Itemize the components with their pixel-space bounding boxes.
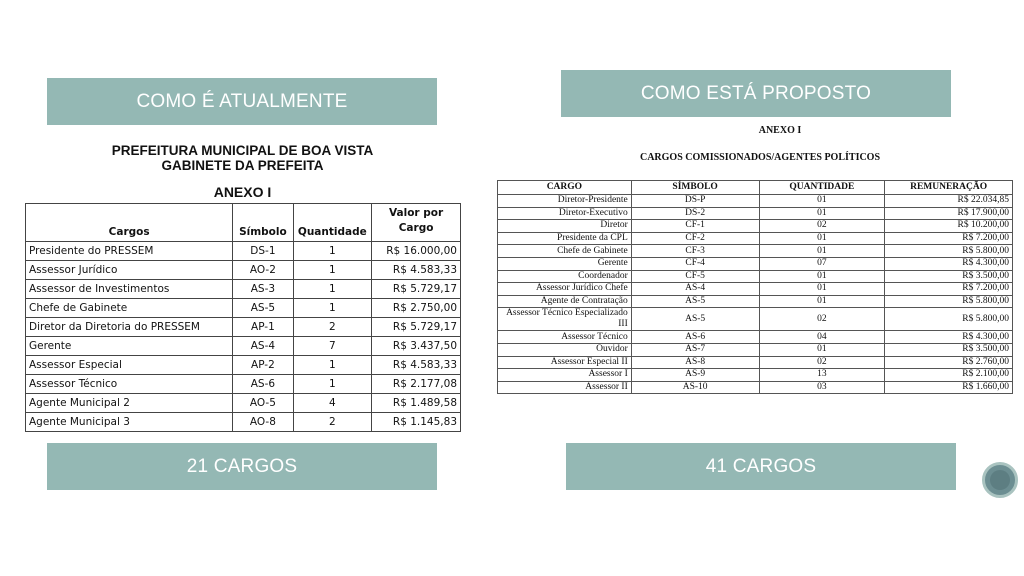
table-cell: Assessor Jurídico bbox=[26, 261, 233, 280]
table-row bbox=[498, 356, 1013, 369]
table-cell: 2 bbox=[293, 318, 372, 337]
table-row bbox=[26, 337, 461, 356]
slide-nav-circle-button[interactable] bbox=[982, 462, 1018, 498]
column-header: SÍMBOLO bbox=[631, 181, 759, 195]
table-cell: AS-4 bbox=[233, 337, 293, 356]
table-cell: CF-4 bbox=[631, 257, 759, 270]
table-row bbox=[26, 413, 461, 432]
table-cell: 01 bbox=[759, 283, 885, 296]
table-cell: CF-3 bbox=[631, 245, 759, 258]
table-cell: 01 bbox=[759, 207, 885, 220]
table-row bbox=[498, 195, 1013, 208]
table-row bbox=[26, 299, 461, 318]
table-cell: R$ 4.300,00 bbox=[885, 257, 1013, 270]
table-row bbox=[498, 331, 1013, 344]
table-cell: 02 bbox=[759, 220, 885, 233]
table-cell: 4 bbox=[293, 394, 372, 413]
proposed-positions-table bbox=[497, 180, 1013, 394]
table-cell: 03 bbox=[759, 381, 885, 394]
table-cell: Diretor bbox=[498, 220, 632, 233]
table-cell: 01 bbox=[759, 232, 885, 245]
table-cell: R$ 7.200,00 bbox=[885, 283, 1013, 296]
table-cell: AP-1 bbox=[233, 318, 293, 337]
table-cell: Diretor da Diretoria do PRESSEM bbox=[26, 318, 233, 337]
table-cell: AS-5 bbox=[631, 308, 759, 331]
table-row bbox=[498, 270, 1013, 283]
right-total-banner bbox=[566, 443, 956, 490]
table-cell: AS-10 bbox=[631, 381, 759, 394]
table-cell: 01 bbox=[759, 295, 885, 308]
table-cell: 1 bbox=[293, 375, 372, 394]
right-banner-label: COMO ESTÁ PROPOSTO bbox=[640, 82, 872, 104]
table-cell: R$ 2.100,00 bbox=[885, 369, 1013, 382]
table-row bbox=[26, 356, 461, 375]
table-cell: 07 bbox=[759, 257, 885, 270]
table-cell: R$ 10.200,00 bbox=[885, 220, 1013, 233]
table-cell: Presidente da CPL bbox=[498, 232, 632, 245]
right-total-label: 41 CARGOS bbox=[705, 455, 817, 477]
table-row bbox=[498, 245, 1013, 258]
left-annex-title: ANEXO I bbox=[213, 184, 272, 200]
table-row bbox=[498, 283, 1013, 296]
table-cell: Diretor-Executivo bbox=[498, 207, 632, 220]
column-header: Valor por Cargo bbox=[372, 204, 461, 242]
table-header-row bbox=[26, 204, 461, 242]
table-cell: Gerente bbox=[26, 337, 233, 356]
table-cell: R$ 5.729,17 bbox=[372, 280, 461, 299]
table-cell: R$ 4.583,33 bbox=[372, 356, 461, 375]
table-row bbox=[26, 261, 461, 280]
table-cell: DS-2 bbox=[631, 207, 759, 220]
table-cell: 1 bbox=[293, 280, 372, 299]
column-header: CARGO bbox=[498, 181, 632, 195]
table-cell: R$ 4.583,33 bbox=[372, 261, 461, 280]
table-cell: 1 bbox=[293, 299, 372, 318]
table-row bbox=[26, 242, 461, 261]
table-cell: Ouvidor bbox=[498, 343, 632, 356]
table-cell: Assessor Jurídico Chefe bbox=[498, 283, 632, 296]
table-cell: R$ 17.900,00 bbox=[885, 207, 1013, 220]
table-cell: R$ 1.489,58 bbox=[372, 394, 461, 413]
table-cell: Assessor Especial II bbox=[498, 356, 632, 369]
column-header: QUANTIDADE bbox=[759, 181, 885, 195]
left-banner-label: COMO É ATUALMENTE bbox=[136, 90, 348, 112]
table-row bbox=[498, 257, 1013, 270]
table-row bbox=[498, 308, 1013, 331]
table-cell: 01 bbox=[759, 270, 885, 283]
table-cell: Presidente do PRESSEM bbox=[26, 242, 233, 261]
table-cell: Agente de Contratação bbox=[498, 295, 632, 308]
table-cell: DS-1 bbox=[233, 242, 293, 261]
table-cell: 04 bbox=[759, 331, 885, 344]
table-cell: R$ 16.000,00 bbox=[372, 242, 461, 261]
left-title-banner bbox=[47, 78, 437, 125]
table-cell: 1 bbox=[293, 242, 372, 261]
left-header-line2: GABINETE DA PREFEITA bbox=[161, 158, 324, 173]
left-total-label: 21 CARGOS bbox=[186, 455, 298, 477]
table-cell: Chefe de Gabinete bbox=[26, 299, 233, 318]
column-header: REMUNERAÇÃO bbox=[885, 181, 1013, 195]
table-cell: R$ 3.437,50 bbox=[372, 337, 461, 356]
table-cell: R$ 2.177,08 bbox=[372, 375, 461, 394]
table-cell: 02 bbox=[759, 356, 885, 369]
table-cell: 1 bbox=[293, 356, 372, 375]
table-cell: Agente Municipal 2 bbox=[26, 394, 233, 413]
table-row bbox=[26, 394, 461, 413]
table-cell: 01 bbox=[759, 195, 885, 208]
table-cell: AS-8 bbox=[631, 356, 759, 369]
table-cell: Assessor Técnico bbox=[498, 331, 632, 344]
table-cell: Assessor I bbox=[498, 369, 632, 382]
table-cell: Assessor Técnico Especializado III bbox=[498, 308, 632, 331]
table-cell: Agente Municipal 3 bbox=[26, 413, 233, 432]
table-cell: AO-8 bbox=[233, 413, 293, 432]
table-row bbox=[26, 280, 461, 299]
table-cell: AP-2 bbox=[233, 356, 293, 375]
table-row bbox=[498, 369, 1013, 382]
column-header: Símbolo bbox=[233, 204, 293, 242]
right-subtitle: CARGOS COMISSIONADOS/AGENTES POLÍTICOS bbox=[639, 152, 881, 163]
table-cell: 13 bbox=[759, 369, 885, 382]
table-cell: R$ 2.760,00 bbox=[885, 356, 1013, 369]
table-cell: R$ 7.200,00 bbox=[885, 232, 1013, 245]
table-cell: R$ 4.300,00 bbox=[885, 331, 1013, 344]
table-row bbox=[26, 375, 461, 394]
table-row bbox=[498, 207, 1013, 220]
table-cell: Assessor de Investimentos bbox=[26, 280, 233, 299]
table-cell: AS-4 bbox=[631, 283, 759, 296]
table-cell: AS-6 bbox=[631, 331, 759, 344]
table-cell: Assessor II bbox=[498, 381, 632, 394]
table-cell: R$ 5.729,17 bbox=[372, 318, 461, 337]
column-header: Cargos bbox=[26, 204, 233, 242]
table-cell: AS-5 bbox=[631, 295, 759, 308]
table-cell: AS-7 bbox=[631, 343, 759, 356]
table-cell: Gerente bbox=[498, 257, 632, 270]
left-total-banner bbox=[47, 443, 437, 490]
right-annex-title: ANEXO I bbox=[758, 125, 802, 136]
table-cell: AS-3 bbox=[233, 280, 293, 299]
current-positions-table bbox=[25, 203, 461, 432]
table-cell: R$ 2.750,00 bbox=[372, 299, 461, 318]
table-cell: AO-5 bbox=[233, 394, 293, 413]
table-cell: R$ 1.145,83 bbox=[372, 413, 461, 432]
table-cell: 7 bbox=[293, 337, 372, 356]
table-cell: 02 bbox=[759, 308, 885, 331]
table-row bbox=[26, 318, 461, 337]
table-cell: AS-6 bbox=[233, 375, 293, 394]
table-cell: R$ 5.800,00 bbox=[885, 245, 1013, 258]
table-cell: 01 bbox=[759, 343, 885, 356]
table-cell: R$ 3.500,00 bbox=[885, 270, 1013, 283]
table-cell: Diretor-Presidente bbox=[498, 195, 632, 208]
table-cell: Assessor Técnico bbox=[26, 375, 233, 394]
table-row bbox=[498, 220, 1013, 233]
table-cell: CF-5 bbox=[631, 270, 759, 283]
left-header-line1: PREFEITURA MUNICIPAL DE BOA VISTA bbox=[111, 143, 374, 158]
table-row bbox=[498, 381, 1013, 394]
table-cell: Assessor Especial bbox=[26, 356, 233, 375]
column-header: Quantidade bbox=[293, 204, 372, 242]
table-cell: AS-9 bbox=[631, 369, 759, 382]
table-cell: R$ 1.660,00 bbox=[885, 381, 1013, 394]
table-row bbox=[498, 232, 1013, 245]
table-cell: R$ 22.034,85 bbox=[885, 195, 1013, 208]
table-cell: Chefe de Gabinete bbox=[498, 245, 632, 258]
table-cell: Coordenador bbox=[498, 270, 632, 283]
table-cell: R$ 3.500,00 bbox=[885, 343, 1013, 356]
right-title-banner bbox=[561, 70, 951, 117]
table-cell: 2 bbox=[293, 413, 372, 432]
table-cell: DS-P bbox=[631, 195, 759, 208]
table-header-row bbox=[498, 181, 1013, 195]
table-cell: R$ 5.800,00 bbox=[885, 295, 1013, 308]
table-cell: R$ 5.800,00 bbox=[885, 308, 1013, 331]
table-cell: AS-5 bbox=[233, 299, 293, 318]
table-cell: AO-2 bbox=[233, 261, 293, 280]
table-cell: 1 bbox=[293, 261, 372, 280]
table-row bbox=[498, 343, 1013, 356]
table-cell: 01 bbox=[759, 245, 885, 258]
table-cell: CF-2 bbox=[631, 232, 759, 245]
table-row bbox=[498, 295, 1013, 308]
table-cell: CF-1 bbox=[631, 220, 759, 233]
